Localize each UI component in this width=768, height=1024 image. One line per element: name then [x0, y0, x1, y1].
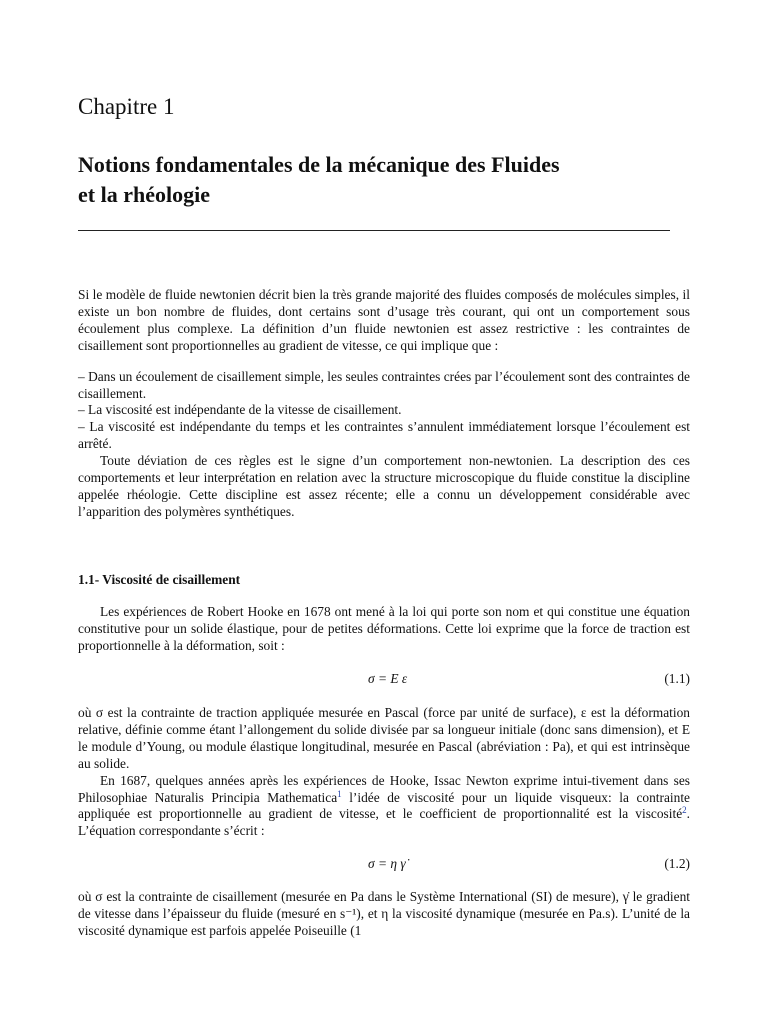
chapter-title-line-2: et la rhéologie	[78, 182, 210, 207]
footnote-ref-2[interactable]: 2	[682, 805, 687, 816]
section-heading: 1.1- Viscosité de cisaillement	[78, 572, 241, 587]
hooke-paragraph	[78, 604, 690, 655]
footnote-ref-1[interactable]: 1	[337, 788, 342, 799]
hooke-text: Les expériences de Robert Hooke en 1678 ont mené à la loi qui porte son nom et qui constitue une équation constitutive pour un solide élastique, pour de petites déformations. Cette loi exprime que la force de traction est proportionnelle à la déformation, soit :	[78, 604, 690, 653]
newton-text-b: l’idée de viscosité pour un liquide visqueux: la contrainte appliquée est proportionnelle au gradient de vitesse, et le coefficient de proportionnalité est la viscosité	[78, 789, 690, 822]
bullet-item-1: – Dans un écoulement de cisaillement simple, les seules contraintes crées par l’écoulement sont des contraintes de cisaillement.	[78, 368, 690, 401]
non-newtonian-paragraph: Toute déviation de ces règles est le signe d’un comportement non-newtonien. La description des ces comportements et leur interprétation en relation avec la structure microscopique du fluide constitue la discipline appelée rhéologie. Cette discipline est assez récente; elle a connu un développement considérable avec l’apparition des polymères synthétiques.	[78, 453, 690, 519]
viscosity-definitions	[78, 889, 690, 940]
equation-1-2-expression: σ = η γ̇	[368, 856, 406, 871]
equation-1-1	[78, 671, 690, 689]
equation-1-2-number: (1.2)	[664, 856, 690, 871]
chapter-title-line-1: Notions fondamentales de la mécanique des Fluides	[78, 152, 560, 177]
chapter-title	[78, 150, 690, 210]
newton-text-c: . L’équation correspondante s’écrit :	[78, 806, 690, 839]
hooke-definitions	[78, 705, 690, 840]
chapter-label: Chapitre 1	[78, 94, 175, 119]
equation-1-1-expression: σ = E ε	[368, 671, 408, 686]
title-divider	[78, 230, 670, 231]
hooke-definitions-text: où σ est la contrainte de traction appliquée mesurée en Pascal (force par unité de surface), ε est la déformation relative, définie comme étant l’allongement du solide divisée par sa longueur initiale (donc sans dimension), et E le module d’Young, ou module élastique longitudinal, mesurée en Pascal (abréviation : Pa), et qui est intrinsèque au solide.	[78, 705, 690, 771]
intro-paragraph: Si le modèle de fluide newtonien décrit bien la très grande majorité des fluides composés de molécules simples, il existe un bon nombre de fluides, dont certains sont d’usage très courant, qui ont un comportement sous écoulement plus complexe. La définition d’un fluide newtonien est assez restrictive : les contraintes de cisaillement sont proportionnelles au gradient de vitesse, ce qui implique que :	[78, 287, 690, 353]
equation-1-2	[78, 856, 690, 874]
bullet-item-2: – La viscosité est indépendante de la vitesse de cisaillement.	[78, 402, 402, 418]
viscosity-definitions-text: où σ est la contrainte de cisaillement (mesurée en Pa dans le Système International (SI) de mesure), γ̇ le gradient de vitesse dans l’épaisseur du fluide (mesuré en s⁻¹), et η la viscosité dynamique (mesurée en Pa.s). L’unité de la viscosité dynamique est parfois appelée Poiseuille (1	[78, 889, 690, 938]
intro-section	[78, 287, 690, 521]
equation-1-1-number: (1.1)	[664, 671, 690, 686]
newton-text-a: En 1687, quelques années après les expériences de Hooke, Issac Newton exprime intui-tivement dans ses Philosophiae Naturalis Principia Mathematica	[78, 772, 690, 805]
bullet-item-3: – La viscosité est indépendante du temps et les contraintes s’annulent immédiatement lorsque l’écoulement est arrêté.	[78, 419, 690, 452]
newton-paragraph	[78, 773, 690, 841]
